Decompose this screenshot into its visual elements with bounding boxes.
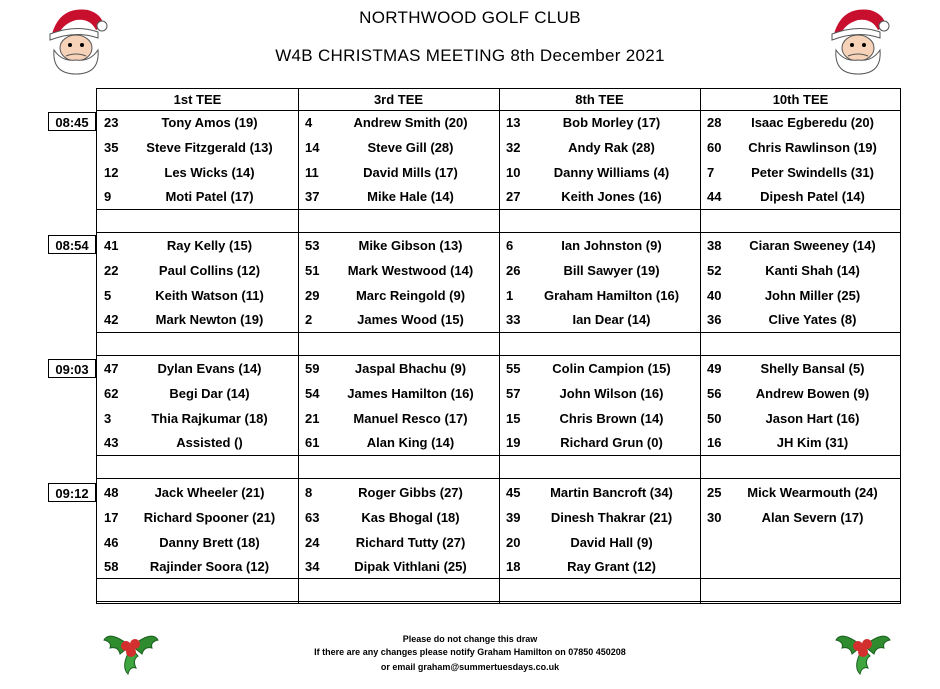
player-number: 27 (506, 189, 521, 205)
player-name: David Mills (17) (363, 164, 458, 180)
santa-icon (40, 4, 110, 76)
player-name: Richard Tutty (27) (355, 534, 466, 550)
player-name: Chris Rawlinson (19) (748, 139, 877, 155)
player-number: 58 (104, 559, 119, 575)
player-number: 28 (707, 115, 722, 130)
player-number: 49 (707, 361, 722, 376)
player-name: Richard Spooner (21) (143, 509, 276, 525)
player-name: Mark Westwood (14) (347, 262, 474, 278)
player-number: 39 (506, 509, 521, 525)
player-name: Andrew Bowen (9) (755, 385, 870, 401)
footer-contact: If there are any changes please notify Graham Hamilton on 07850 450208 (314, 647, 626, 657)
player-name: Andy Rak (28) (568, 139, 655, 155)
player-number: 52 (707, 262, 722, 278)
player-number: 54 (305, 385, 320, 401)
player-number: 18 (506, 559, 521, 575)
player-number: 1 (506, 287, 514, 303)
player-number: 46 (104, 534, 119, 550)
player-name: Paul Collins (12) (158, 262, 261, 278)
tee-times-table (96, 88, 901, 604)
player-name: Jack Wheeler (21) (154, 485, 265, 500)
player-name: Kas Bhogal (18) (361, 509, 460, 525)
player-number: 21 (305, 410, 320, 426)
tee-header: 1st TEE (173, 92, 222, 107)
player-number: 22 (104, 262, 119, 278)
player-name: Assisted () (176, 435, 243, 451)
player-name: Dipak Vithlani (25) (354, 559, 467, 575)
santa-icon (822, 4, 892, 76)
tee-time: 08:45 (48, 112, 96, 131)
player-number: 42 (104, 312, 119, 328)
player-name: Jason Hart (16) (765, 410, 860, 426)
player-number: 24 (305, 534, 320, 550)
player-name: Mike Hale (14) (367, 189, 454, 205)
player-number: 20 (506, 534, 521, 550)
player-name: Begi Dar (14) (169, 385, 250, 401)
player-number: 2 (305, 312, 313, 328)
player-number: 3 (104, 410, 112, 426)
player-number: 16 (707, 435, 722, 451)
player-number: 12 (104, 164, 119, 180)
tee-time: 09:03 (48, 359, 96, 378)
club-title: NORTHWOOD GOLF CLUB (359, 8, 581, 27)
player-name: Rajinder Soora (12) (149, 559, 270, 575)
player-number: 26 (506, 262, 521, 278)
player-name: David Hall (9) (570, 534, 653, 550)
player-number: 4 (305, 115, 313, 130)
player-number: 63 (305, 509, 320, 525)
player-name: Chris Brown (14) (559, 410, 664, 426)
footer-note: Please do not change this draw (402, 634, 538, 644)
player-name: James Wood (15) (357, 312, 464, 328)
player-number: 34 (305, 559, 320, 575)
player-number: 7 (707, 164, 715, 180)
player-number: 36 (707, 312, 722, 328)
player-name: Moti Patel (17) (165, 189, 254, 205)
player-number: 15 (506, 410, 521, 426)
player-number: 60 (707, 139, 722, 155)
player-name: Steve Gill (28) (367, 139, 454, 155)
player-number: 29 (305, 287, 320, 303)
player-number: 56 (707, 385, 722, 401)
row-divider (97, 232, 900, 233)
player-number: 61 (305, 435, 320, 451)
player-name: Ray Grant (12) (567, 559, 656, 575)
player-name: Marc Reingold (9) (355, 287, 466, 303)
player-name: Dipesh Patel (14) (760, 189, 865, 205)
tee-header: 3rd TEE (373, 92, 424, 107)
player-number: 33 (506, 312, 521, 328)
footer-email: or email graham@summertuesdays.co.uk (380, 662, 560, 672)
player-name: Tony Amos (19) (161, 115, 258, 130)
player-number: 44 (707, 189, 722, 205)
player-name: Mark Newton (19) (155, 312, 264, 328)
player-name: Les Wicks (14) (164, 164, 255, 180)
player-number: 41 (104, 238, 119, 253)
player-name: Ray Kelly (15) (166, 238, 253, 253)
player-name: Graham Hamilton (16) (543, 287, 680, 303)
player-number: 23 (104, 115, 119, 130)
player-name: Bob Morley (17) (562, 115, 661, 130)
player-name: Richard Grun (0) (560, 435, 663, 451)
tee-time: 08:54 (48, 235, 96, 254)
player-name: Roger Gibbs (27) (358, 485, 463, 500)
player-name: Ian Johnston (9) (561, 238, 662, 253)
player-number: 11 (305, 164, 319, 180)
player-name: James Hamilton (16) (347, 385, 474, 401)
column-divider (298, 89, 299, 603)
player-number: 8 (305, 485, 313, 500)
player-name: Colin Campion (15) (552, 361, 671, 376)
player-name: Mick Wearmouth (24) (747, 485, 878, 500)
player-name: Bill Sawyer (19) (563, 262, 660, 278)
player-name: Mike Gibson (13) (358, 238, 463, 253)
column-divider (700, 89, 701, 603)
player-name: Ciaran Sweeney (14) (749, 238, 876, 253)
player-name: Jaspal Bhachu (9) (354, 361, 467, 376)
player-name: Clive Yates (8) (768, 312, 857, 328)
player-name: Keith Jones (16) (561, 189, 662, 205)
player-name: Alan King (14) (366, 435, 455, 451)
player-name: Shelly Bansal (5) (760, 361, 865, 376)
player-number: 30 (707, 509, 722, 525)
player-number: 25 (707, 485, 722, 500)
player-name: Alan Severn (17) (761, 509, 864, 525)
player-name: Dinesh Thakrar (21) (550, 509, 673, 525)
player-name: Martin Bancroft (34) (550, 485, 673, 500)
player-number: 10 (506, 164, 521, 180)
player-name: Manuel Resco (17) (353, 410, 468, 426)
row-divider (97, 355, 900, 356)
player-name: Isaac Egberedu (20) (751, 115, 874, 130)
column-divider (499, 89, 500, 603)
player-number: 40 (707, 287, 722, 303)
tee-time: 09:12 (48, 483, 96, 502)
player-number: 47 (104, 361, 119, 376)
player-number: 55 (506, 361, 521, 376)
player-number: 43 (104, 435, 119, 451)
player-number: 6 (506, 238, 514, 253)
player-name: John Wilson (16) (559, 385, 664, 401)
player-number: 38 (707, 238, 722, 253)
player-number: 48 (104, 485, 119, 500)
player-number: 32 (506, 139, 521, 155)
tee-header: 10th TEE (772, 92, 829, 107)
player-number: 13 (506, 115, 521, 130)
player-number: 57 (506, 385, 521, 401)
tee-header: 8th TEE (575, 92, 624, 107)
player-name: Kanti Shah (14) (765, 262, 860, 278)
player-number: 62 (104, 385, 119, 401)
player-number: 14 (305, 139, 320, 155)
meeting-title: W4B CHRISTMAS MEETING 8th December 2021 (275, 46, 665, 65)
player-number: 59 (305, 361, 320, 376)
player-name: Keith Watson (11) (155, 287, 264, 303)
player-name: Ian Dear (14) (572, 312, 651, 328)
player-number: 51 (305, 262, 320, 278)
player-number: 9 (104, 189, 112, 205)
player-name: Peter Swindells (31) (751, 164, 874, 180)
player-number: 19 (506, 435, 521, 451)
player-number: 45 (506, 485, 521, 500)
player-name: Danny Williams (4) (553, 164, 670, 180)
player-number: 5 (104, 287, 112, 303)
player-number: 17 (104, 509, 119, 525)
player-name: JH Kim (31) (776, 435, 849, 451)
player-name: Danny Brett (18) (159, 534, 260, 550)
player-name: Andrew Smith (20) (353, 115, 468, 130)
player-name: Thia Rajkumar (18) (151, 410, 268, 426)
player-number: 35 (104, 139, 119, 155)
player-number: 50 (707, 410, 722, 426)
player-name: John Miller (25) (764, 287, 861, 303)
player-number: 37 (305, 189, 320, 205)
row-divider (97, 478, 900, 479)
player-name: Dylan Evans (14) (157, 361, 262, 376)
player-name: Steve Fitzgerald (13) (146, 139, 273, 155)
player-number: 53 (305, 238, 320, 253)
row-divider (97, 601, 900, 602)
